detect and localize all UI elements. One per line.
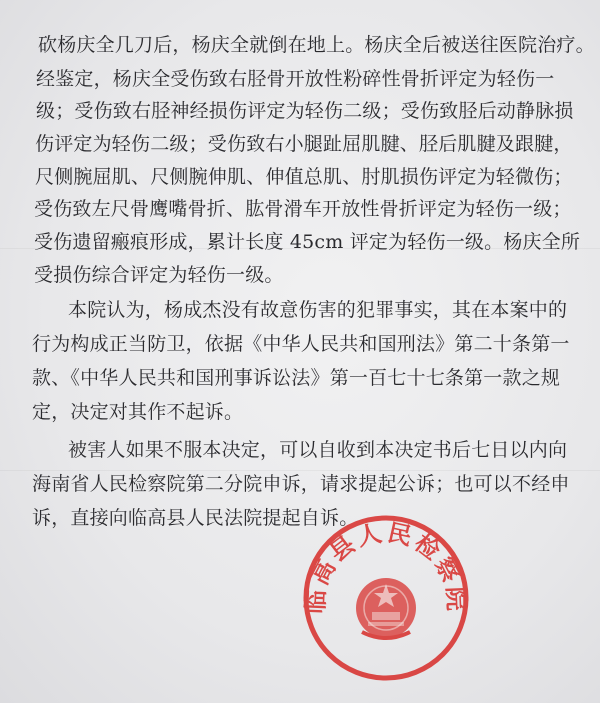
text-line-content: 级；受伤致右胫神经损伤评定为轻伤二级；受伤致胫后动静脉损: [36, 100, 574, 122]
official-seal-stamp: [300, 512, 472, 684]
seal-arc-text: 临高县人民检察院: [300, 517, 472, 615]
text-line: [0, 466, 600, 502]
text-line: [0, 394, 600, 430]
text-line-content: 诉，直接向临高县人民法院提起自诉。: [32, 507, 359, 529]
text-line-content: 受伤致左尺骨鹰嘴骨折、肱骨滑车开放性骨折评定为轻伤一级；: [34, 198, 572, 220]
text-line: [0, 224, 600, 260]
text-line: [0, 126, 600, 162]
text-line: [0, 159, 600, 195]
text-line-content: 伤评定为轻伤二级；受伤致右小腿趾屈肌腱、胫后肌腱及跟腱，: [35, 133, 573, 155]
text-line: [0, 326, 600, 362]
text-line: [0, 257, 600, 293]
text-line-content: 受损伤综合评定为轻伤一级。: [34, 264, 284, 286]
text-line-content: 被害人如果不服本决定，可以自收到本决定书后七日以内向: [68, 439, 568, 461]
text-line: [0, 432, 600, 468]
text-line-content: 行为构成正当防卫，依据《中华人民共和国刑法》第二十条第一: [32, 333, 570, 355]
text-line: [0, 292, 600, 328]
text-line-content: 定，决定对其作不起诉。: [32, 401, 244, 423]
text-line-content: 款、《中华人民共和国刑事诉讼法》第一百七十七条第一款之规: [32, 367, 561, 389]
text-line: [0, 191, 600, 227]
text-line-content: 本院认为，杨成杰没有故意伤害的犯罪事实，其在本案中的: [68, 299, 568, 321]
national-emblem-icon: [356, 578, 416, 638]
text-line-content: 砍杨庆全几刀后，杨庆全就倒在地上。杨庆全后被送往医院治疗。: [38, 34, 595, 56]
text-line-content: 经鉴定，杨庆全受伤致右胫骨开放性粉碎性骨折评定为轻伤一: [36, 68, 555, 90]
text-line-content: 尺侧腕屈肌、尺侧腕伸肌、伸值总肌、肘肌损伤评定为轻微伤；: [35, 166, 573, 188]
text-line-content: 受伤遗留瘢痕形成，累计长度 45cm 评定为轻伤一级。杨庆全所: [34, 231, 581, 253]
text-line: [0, 360, 600, 396]
text-line: [0, 61, 600, 97]
text-line: [0, 27, 600, 63]
text-line-content: 海南省人民检察院第二分院申诉，请求提起公诉；也可以不经申: [32, 473, 570, 495]
text-line: [0, 93, 600, 129]
